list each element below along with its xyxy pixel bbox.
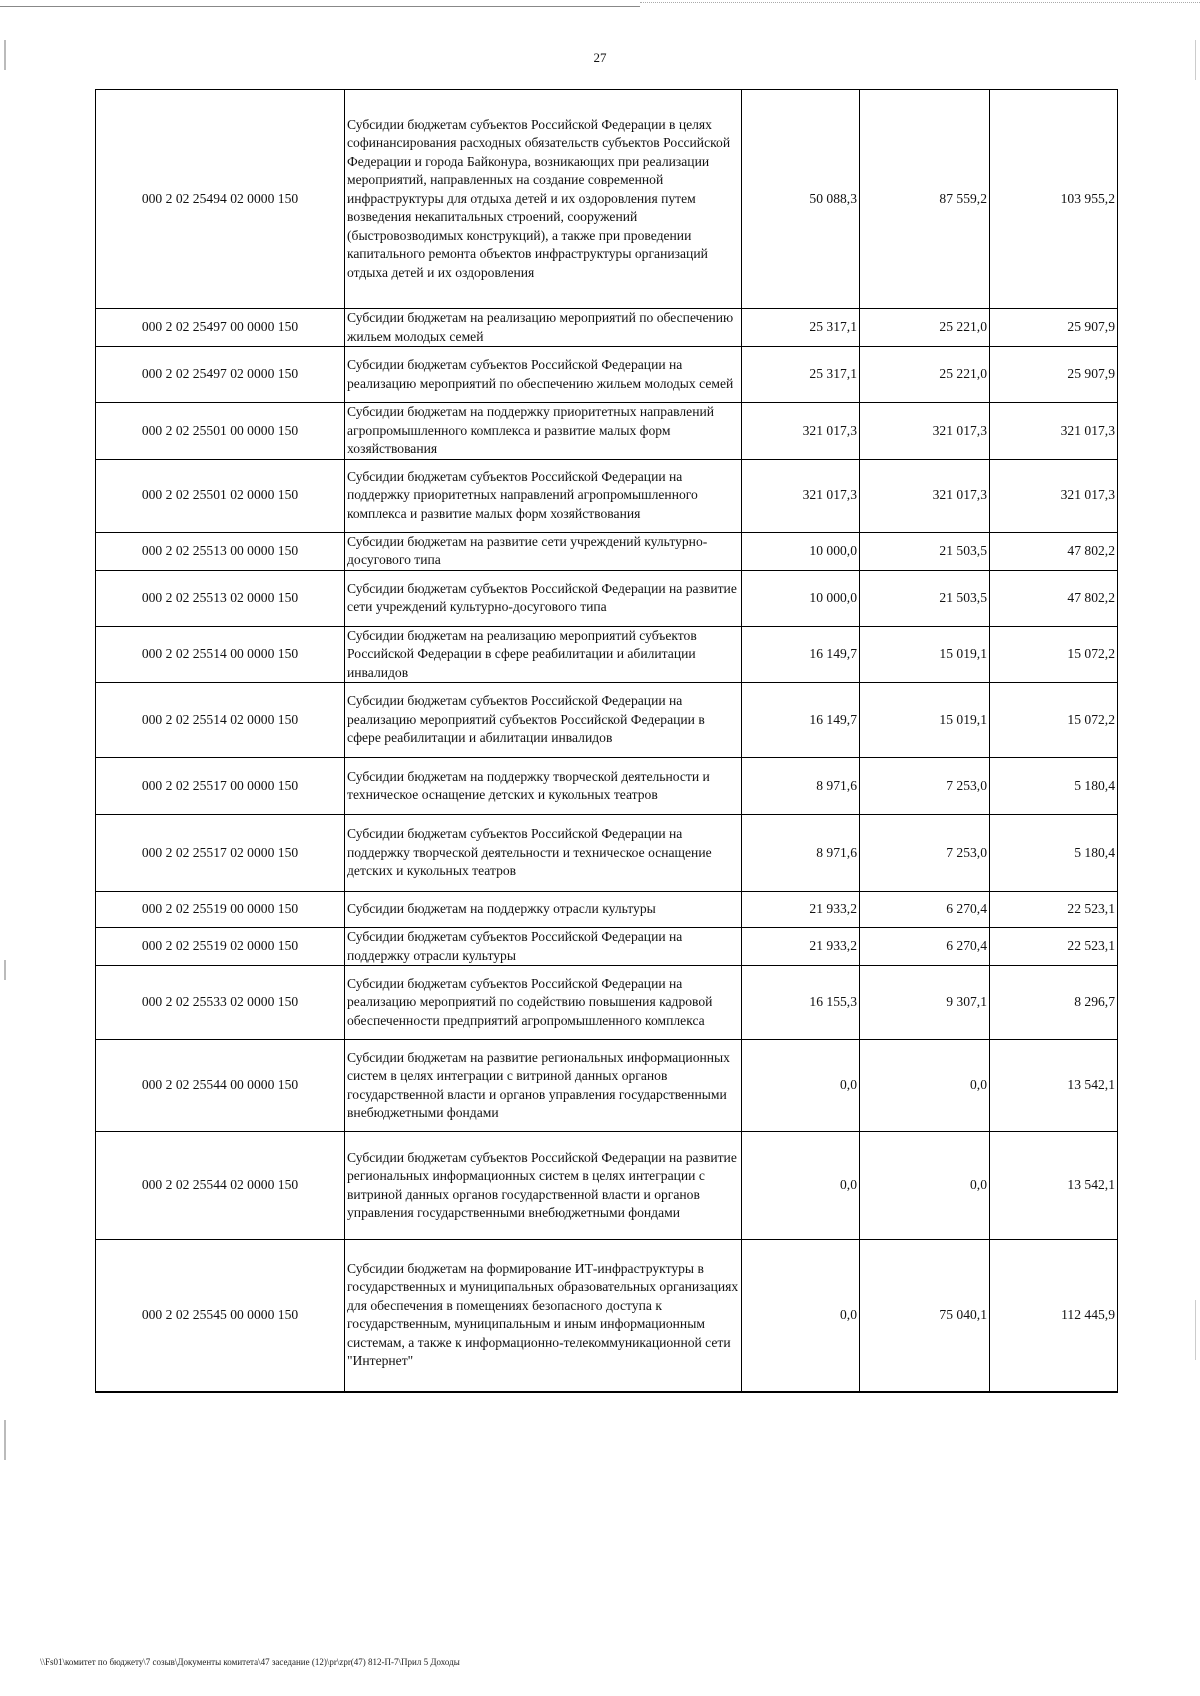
amount-year-1-cell: 0,0 <box>742 1240 860 1392</box>
amount-year-2-cell: 9 307,1 <box>860 966 990 1040</box>
description-cell: Субсидии бюджетам на формирование ИТ-инфраструктуры в государственных и муниципальных образовательных организациях для обеспечения в помещениях безопасного доступа к государственным, муниципальным и иным информационным системам, а также к информационно-телекоммуникационной сети "Интернет" <box>345 1240 742 1392</box>
scan-edge-line <box>640 2 1200 3</box>
amount-year-3-cell: 25 907,9 <box>990 309 1118 347</box>
amount-year-3-cell: 112 445,9 <box>990 1240 1118 1392</box>
amount-year-1-cell: 321 017,3 <box>742 403 860 460</box>
amount-year-1-cell: 16 155,3 <box>742 966 860 1040</box>
amount-year-2-cell: 87 559,2 <box>860 90 990 309</box>
amount-year-3-cell: 8 296,7 <box>990 966 1118 1040</box>
budget-code-cell: 000 2 02 25517 02 0000 150 <box>96 815 345 892</box>
amount-year-3-cell: 47 802,2 <box>990 532 1118 570</box>
description-cell: Субсидии бюджетам субъектов Российской Федерации на реализацию мероприятий по содействию повышения кадровой обеспеченности предприятий агропромышленного комплекса <box>345 966 742 1040</box>
budget-code-cell: 000 2 02 25544 00 0000 150 <box>96 1040 345 1132</box>
amount-year-2-cell: 321 017,3 <box>860 459 990 532</box>
description-cell: Субсидии бюджетам субъектов Российской Федерации на поддержку творческой деятельности и техническое оснащение детских и кукольных театров <box>345 815 742 892</box>
budget-code-cell: 000 2 02 25513 02 0000 150 <box>96 570 345 626</box>
budget-code-cell: 000 2 02 25544 02 0000 150 <box>96 1132 345 1240</box>
budget-code-cell: 000 2 02 25533 02 0000 150 <box>96 966 345 1040</box>
amount-year-1-cell: 21 933,2 <box>742 892 860 928</box>
table-row <box>96 532 1118 570</box>
amount-year-3-cell: 22 523,1 <box>990 928 1118 966</box>
footer-file-path: \\Fs01\комитет по бюджету\7 созыв\Документы комитета\47 заседание (12)\pr\zpr(47) 812-П-7\Прил 5 Доходы <box>40 1657 460 1667</box>
budget-code-cell: 000 2 02 25513 00 0000 150 <box>96 532 345 570</box>
table-row <box>96 309 1118 347</box>
budget-code-cell: 000 2 02 25545 00 0000 150 <box>96 1240 345 1392</box>
budget-code-cell: 000 2 02 25501 02 0000 150 <box>96 459 345 532</box>
table-body <box>96 90 1118 1392</box>
amount-year-2-cell: 6 270,4 <box>860 928 990 966</box>
description-cell: Субсидии бюджетам на поддержку отрасли культуры <box>345 892 742 928</box>
table-row <box>96 626 1118 683</box>
description-cell: Субсидии бюджетам на развитие сети учреждений культурно-досугового типа <box>345 532 742 570</box>
scan-edge-line <box>0 6 640 7</box>
amount-year-1-cell: 0,0 <box>742 1132 860 1240</box>
table-row <box>96 1240 1118 1392</box>
table-row <box>96 683 1118 758</box>
table-row <box>96 403 1118 460</box>
budget-code-cell: 000 2 02 25497 00 0000 150 <box>96 309 345 347</box>
scan-artifact <box>4 1420 6 1460</box>
budget-code-cell: 000 2 02 25514 00 0000 150 <box>96 626 345 683</box>
table-row <box>96 90 1118 309</box>
amount-year-3-cell: 15 072,2 <box>990 626 1118 683</box>
amount-year-1-cell: 8 971,6 <box>742 815 860 892</box>
scan-artifact <box>4 960 6 980</box>
amount-year-1-cell: 50 088,3 <box>742 90 860 309</box>
budget-code-cell: 000 2 02 25494 02 0000 150 <box>96 90 345 309</box>
amount-year-1-cell: 25 317,1 <box>742 309 860 347</box>
amount-year-1-cell: 16 149,7 <box>742 626 860 683</box>
amount-year-1-cell: 25 317,1 <box>742 347 860 403</box>
amount-year-1-cell: 10 000,0 <box>742 570 860 626</box>
amount-year-2-cell: 7 253,0 <box>860 815 990 892</box>
table-row <box>96 459 1118 532</box>
table-row <box>96 1132 1118 1240</box>
scan-artifact <box>1195 1300 1196 1360</box>
description-cell: Субсидии бюджетам на поддержку творческой деятельности и техническое оснащение детских и кукольных театров <box>345 758 742 815</box>
description-cell: Субсидии бюджетам субъектов Российской Федерации на реализацию мероприятий субъектов Российской Федерации в сфере реабилитации и абилитации инвалидов <box>345 683 742 758</box>
amount-year-3-cell: 5 180,4 <box>990 758 1118 815</box>
amount-year-2-cell: 15 019,1 <box>860 683 990 758</box>
page-number: 27 <box>593 50 607 65</box>
amount-year-3-cell: 321 017,3 <box>990 459 1118 532</box>
description-cell: Субсидии бюджетам на реализацию мероприятий по обеспечению жильем молодых семей <box>345 309 742 347</box>
amount-year-2-cell: 15 019,1 <box>860 626 990 683</box>
amount-year-2-cell: 6 270,4 <box>860 892 990 928</box>
description-cell: Субсидии бюджетам субъектов Российской Федерации на развитие сети учреждений культурно-досугового типа <box>345 570 742 626</box>
budget-code-cell: 000 2 02 25517 00 0000 150 <box>96 758 345 815</box>
amount-year-1-cell: 16 149,7 <box>742 683 860 758</box>
amount-year-3-cell: 321 017,3 <box>990 403 1118 460</box>
amount-year-1-cell: 21 933,2 <box>742 928 860 966</box>
amount-year-1-cell: 10 000,0 <box>742 532 860 570</box>
description-cell: Субсидии бюджетам на реализацию мероприятий субъектов Российской Федерации в сфере реабилитации и абилитации инвалидов <box>345 626 742 683</box>
amount-year-3-cell: 13 542,1 <box>990 1040 1118 1132</box>
amount-year-2-cell: 0,0 <box>860 1132 990 1240</box>
description-cell: Субсидии бюджетам субъектов Российской Федерации на поддержку отрасли культуры <box>345 928 742 966</box>
amount-year-1-cell: 0,0 <box>742 1040 860 1132</box>
amount-year-3-cell: 103 955,2 <box>990 90 1118 309</box>
budget-code-cell: 000 2 02 25519 02 0000 150 <box>96 928 345 966</box>
amount-year-2-cell: 21 503,5 <box>860 532 990 570</box>
table-row <box>96 966 1118 1040</box>
amount-year-3-cell: 25 907,9 <box>990 347 1118 403</box>
amount-year-1-cell: 321 017,3 <box>742 459 860 532</box>
description-cell: Субсидии бюджетам на поддержку приоритетных направлений агропромышленного комплекса и развитие малых форм хозяйствования <box>345 403 742 460</box>
description-cell: Субсидии бюджетам субъектов Российской Федерации на развитие региональных информационных систем в целях интеграции с витриной данных органов государственной власти и органов управления государственными внебюджетными фондами <box>345 1132 742 1240</box>
table-row <box>96 1040 1118 1132</box>
amount-year-3-cell: 5 180,4 <box>990 815 1118 892</box>
amount-year-3-cell: 22 523,1 <box>990 892 1118 928</box>
table-row <box>96 928 1118 966</box>
budget-code-cell: 000 2 02 25514 02 0000 150 <box>96 683 345 758</box>
table-row <box>96 815 1118 892</box>
description-cell: Субсидии бюджетам субъектов Российской Федерации в целях софинансирования расходных обязательств субъектов Российской Федерации и города Байконура, возникающих при реализации мероприятий, направленных на создание современной инфраструктуры для отдыха детей и их оздоровления путем возведения некапитальных строений, сооружений (быстровозводимых конструкций), а также при проведении капитального ремонта объектов инфраструктуры организаций отдыха детей и их оздоровления <box>345 90 742 309</box>
amount-year-2-cell: 321 017,3 <box>860 403 990 460</box>
amount-year-2-cell: 7 253,0 <box>860 758 990 815</box>
amount-year-2-cell: 21 503,5 <box>860 570 990 626</box>
budget-code-cell: 000 2 02 25519 00 0000 150 <box>96 892 345 928</box>
description-cell: Субсидии бюджетам на развитие региональных информационных систем в целях интеграции с витриной данных органов государственной власти и органов управления государственными внебюджетными фондами <box>345 1040 742 1132</box>
amount-year-3-cell: 13 542,1 <box>990 1132 1118 1240</box>
budget-code-cell: 000 2 02 25497 02 0000 150 <box>96 347 345 403</box>
revenue-table <box>95 89 1118 1393</box>
table-row <box>96 570 1118 626</box>
table-row <box>96 758 1118 815</box>
amount-year-2-cell: 0,0 <box>860 1040 990 1132</box>
description-cell: Субсидии бюджетам субъектов Российской Федерации на поддержку приоритетных направлений агропромышленного комплекса и развитие малых форм хозяйствования <box>345 459 742 532</box>
amount-year-2-cell: 25 221,0 <box>860 347 990 403</box>
amount-year-2-cell: 75 040,1 <box>860 1240 990 1392</box>
amount-year-1-cell: 8 971,6 <box>742 758 860 815</box>
amount-year-3-cell: 47 802,2 <box>990 570 1118 626</box>
budget-code-cell: 000 2 02 25501 00 0000 150 <box>96 403 345 460</box>
table-row <box>96 892 1118 928</box>
table-row <box>96 347 1118 403</box>
amount-year-2-cell: 25 221,0 <box>860 309 990 347</box>
description-cell: Субсидии бюджетам субъектов Российской Федерации на реализацию мероприятий по обеспечению жильем молодых семей <box>345 347 742 403</box>
amount-year-3-cell: 15 072,2 <box>990 683 1118 758</box>
